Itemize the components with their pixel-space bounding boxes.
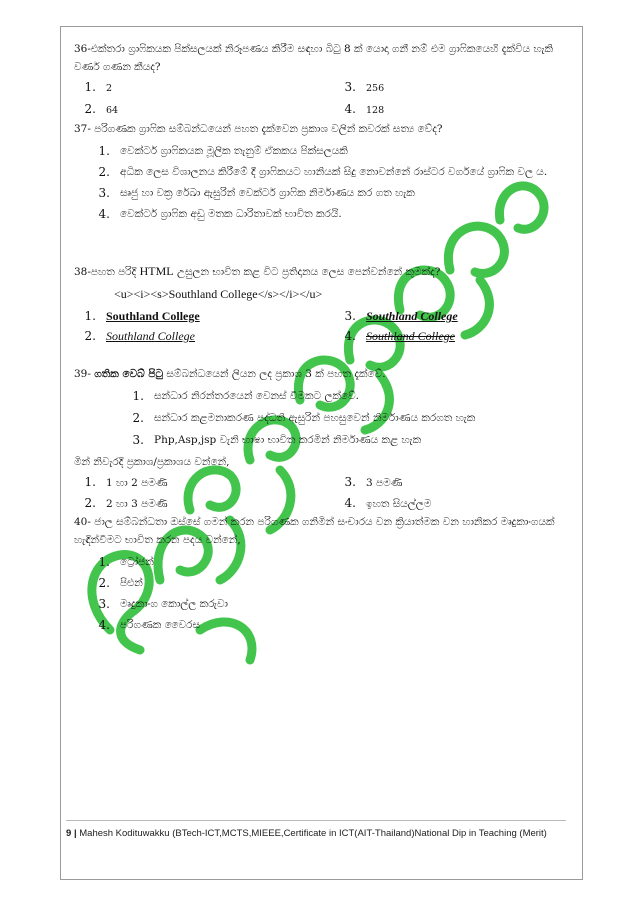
option: 3. 3 පමණි	[344, 475, 403, 489]
option: 2. Southland College	[84, 329, 195, 343]
list-item: 1. වෙක්ටර් ග්‍රාෆිකයක මූලික තැනුම් ඒකකය පික්සලයකි	[98, 144, 348, 158]
question-36: 36-එක්තරා ග්‍රාෆිකයක පික්සලයක් නිරූපණය කිරීම සඳහා බිටු 8 ක් යොදා ගනී නම් එම ග්‍රාෆිකයෙහි දැක්විය හැකි වර්ණ ගණන කීයද?	[74, 43, 554, 73]
list-item: 1. ට්‍රෝජන්	[98, 555, 154, 569]
footer-separator: |	[73, 828, 77, 839]
question-39-options	[74, 473, 574, 513]
page-footer	[66, 820, 566, 841]
question-38-options	[74, 307, 574, 345]
page-content	[74, 40, 574, 637]
html-code-snippet: <u><i><s>Southland College</s></i></u>	[114, 287, 323, 301]
option: 4. 128	[344, 102, 385, 116]
option: 3. 256	[344, 80, 385, 94]
list-item: 2. අධික ලෙස විශාලනය කිරීමේ දී ග්‍රාෆිකයට හානියක් සිදු නොවන්නේ රාස්ටර වර්ගයේ ග්‍රාෆික වල ය.	[98, 165, 548, 179]
list-item: 1. සන්ධාර නිරන්තරයෙන් වෙනස් වීමකට ලක්වේ.	[132, 389, 360, 403]
footer-author: Mahesh Kodituwakku (BTech-ICT,MCTS,MIEEE,Certificate in ICT(AIT-Thailand)National Dip in Teaching (Merit)	[79, 828, 547, 839]
spacer	[74, 226, 574, 262]
question-37: 37- පරිගණක ග්‍රාෆික සම්බන්ධයෙන් පහත දැක්වෙන ප්‍රකාශ වලින් කවරක් සත්‍ය වේද?	[74, 123, 443, 135]
list-item: 3. Php,Asp,jsp වැනි භාෂා භාවිත කරමින් නිර්මාණය කළ හැක	[132, 433, 422, 447]
list-item: 3. මෘදුකාංග කොල්ල කරුවා	[98, 597, 228, 611]
list-item: 2. පිළුන්	[98, 576, 143, 590]
option: 3. Southland College	[344, 309, 458, 323]
option: 2. 2 හා 3 පමණි	[84, 496, 168, 510]
spacer	[74, 345, 574, 365]
option: 1. 2	[84, 80, 113, 94]
question-37-options	[74, 142, 574, 223]
question-40: 40- ජාල සම්බන්ධතා ඔස්සේ ගමන් කරන පරිගණක ගනිමින් සංචාරය වන ක්‍රියාත්මක වන හානිකර මෘදුකාංගයක් හැඳින්වීමට භාවිත කරන පදය වන්නේ,	[74, 516, 555, 546]
question-39-follow: මින් නිවැරදි ප්‍රකාශ/ප්‍රකාශය වන්නේ,	[74, 456, 230, 468]
list-item: 4. වෙක්ටර් ග්‍රාෆික අඩු මතක ධාරිතාවක් භාවිත කරයි.	[98, 207, 342, 221]
question-39: 39- ගතික වෙබ් පිටු සම්බන්ධයෙන් ලියන ලද ප්‍රකාශ 3 ක් පහත දැක්වේ.	[74, 368, 386, 380]
option: 4. ඉහත සියල්ලම	[344, 496, 432, 510]
option: 1. Southland College	[84, 309, 200, 323]
list-item: 2. සන්ධාර කළමනාකරණ පද්ධති ඇසුරින් පහසුවෙන් නිර්මාණය කරගත හැක	[132, 411, 476, 425]
option: 1. 1 හා 2 පමණි	[84, 475, 168, 489]
option: 2. 64	[84, 102, 119, 116]
list-item: 4. පරිගණක වෛරස	[98, 618, 201, 632]
page-number: 9	[66, 828, 72, 839]
list-item: 3. සෘජු හා වක්‍ර රේඛා ඇසුරින් වෙක්ටර් ග්‍රාෆික නිර්මාණය කර ගත හැක	[98, 186, 415, 200]
question-38: 38-පහත පරිදි HTML උසුලන භාවිත කළ විට ප්‍රතිදානය ලෙස පෙන්වන්නේ කුමක්ද?	[74, 264, 441, 278]
question-36-options	[74, 78, 574, 120]
option: 4. Southland College	[344, 329, 455, 343]
question-40-options	[74, 553, 574, 634]
question-39-statements	[74, 387, 574, 449]
